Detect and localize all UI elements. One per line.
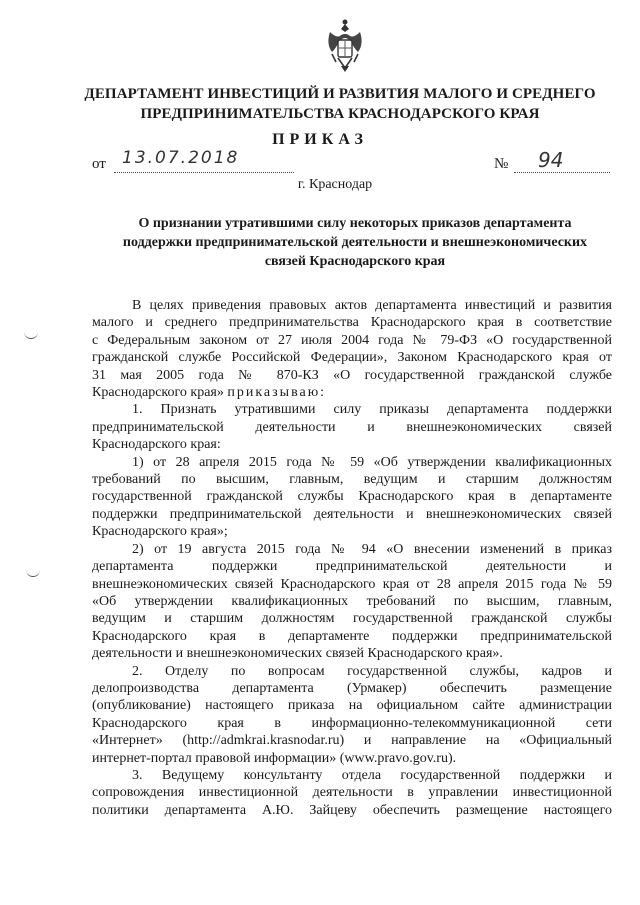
body-line: политики департамента А.Ю. Зайцеву обеспечить размещение настоящего bbox=[92, 802, 612, 818]
order-subject bbox=[100, 214, 610, 271]
body-line: делопроизводства департамента (Урмакер) обеспечить размещение bbox=[92, 680, 612, 696]
handwritten-number: 94 bbox=[538, 148, 564, 172]
body-line: 1) от 28 апреля 2015 года № 59 «Об утверждении квалификационных bbox=[132, 454, 612, 470]
body-line: сопровождения инвестиционной деятельности в управлении инвестиционной bbox=[92, 785, 612, 801]
body-line: «Об утверждении квалификационных требований по высшим, главным, bbox=[92, 593, 612, 609]
body-line: «Интернет» (http://admkrai.krasnodar.ru) и направление на «Официальный bbox=[92, 733, 612, 749]
body-line: малого и среднего предпринимательства Краснодарского края в соответствие bbox=[92, 315, 612, 331]
department-name-line: ДЕПАРТАМЕНТ ИНВЕСТИЦИЙ И РАЗВИТИЯ МАЛОГО И СРЕДНЕГО bbox=[84, 86, 596, 102]
margin-mark bbox=[26, 568, 40, 577]
number-label: № bbox=[494, 156, 509, 172]
body-line: В целях приведения правовых актов департамента инвестиций и развития bbox=[132, 298, 612, 313]
body-line: (опубликование) настоящего приказа на официальном сайте администрации bbox=[92, 698, 612, 714]
coat-of-arms-emblem bbox=[322, 18, 368, 74]
body-line: государственной гражданской службы Краснодарского края в департаменте bbox=[92, 489, 612, 505]
subject-line: О признании утратившими силу некоторых приказов департамента bbox=[138, 216, 572, 231]
city: г. Краснодар bbox=[297, 177, 373, 192]
body-text: Краснодарского края» bbox=[92, 385, 228, 401]
body-line: интернет-портал правовой информации» (www.pravo.gov.ru). bbox=[92, 750, 457, 766]
subject-line: связей Краснодарского края bbox=[264, 254, 446, 269]
body-line: требований по высшим, главным, ведущим и старшим должностям bbox=[92, 472, 612, 488]
body-line: 31 мая 2005 года № 870-КЗ «О государственной гражданской службе bbox=[92, 367, 612, 383]
margin-mark bbox=[24, 330, 38, 339]
body-line: Краснодарского края: bbox=[92, 437, 221, 453]
handwritten-date: 13.07.2018 bbox=[122, 148, 240, 168]
body-line: 3. Ведущему консультанту отдела государственной поддержки и bbox=[132, 767, 612, 783]
body-line: деятельности и внешнеэкономических связей Краснодарского края». bbox=[92, 646, 503, 662]
body-line: ведущим и старшим должностям государственной гражданской службы bbox=[92, 611, 612, 627]
department-name bbox=[60, 84, 620, 124]
body-line: внешнеэкономических связей Краснодарского края от 28 апреля 2015 года № 59 bbox=[92, 576, 612, 592]
body-line: с Федеральным законом от 27 июля 2004 года № 79-ФЗ «О государственной bbox=[92, 332, 612, 348]
body-line bbox=[92, 384, 612, 401]
subject-line: поддержки предпринимательской деятельности и внешнеэкономических bbox=[122, 235, 588, 250]
body-line: поддержки предпринимательской деятельности и внешнеэкономических связей bbox=[92, 506, 612, 522]
body-line: департамента поддержки предпринимательской деятельности и bbox=[92, 559, 612, 575]
number-line bbox=[514, 172, 610, 173]
date-number-row bbox=[92, 148, 612, 178]
order-word: приказываю: bbox=[227, 385, 327, 401]
order-title: ПРИКАЗ bbox=[272, 131, 368, 148]
body-line: 1. Признать утратившими силу приказы департамента поддержки bbox=[132, 402, 612, 418]
body-line: Краснодарского края в департаменте поддержки предпринимательской bbox=[92, 628, 612, 644]
department-name-line: ПРЕДПРИНИМАТЕЛЬСТВА КРАСНОДАРСКОГО КРАЯ bbox=[140, 106, 540, 122]
date-line bbox=[114, 172, 294, 173]
body-line: 2. Отделу по вопросам государственной службы, кадров и bbox=[132, 663, 612, 679]
from-label: от bbox=[92, 156, 106, 172]
body-line: Краснодарского края»; bbox=[92, 524, 228, 540]
body-line: 2) от 19 августа 2015 года № 94 «О внесении изменений в приказ bbox=[132, 541, 612, 557]
order-body bbox=[92, 297, 612, 819]
body-line: гражданской службе Российской Федерации», Законом Краснодарского края от bbox=[92, 350, 612, 366]
body-line: предпринимательской деятельности и внешнеэкономических связей bbox=[92, 419, 612, 435]
body-line: Краснодарского края в информационно-телекоммуникационной сети bbox=[92, 715, 612, 731]
